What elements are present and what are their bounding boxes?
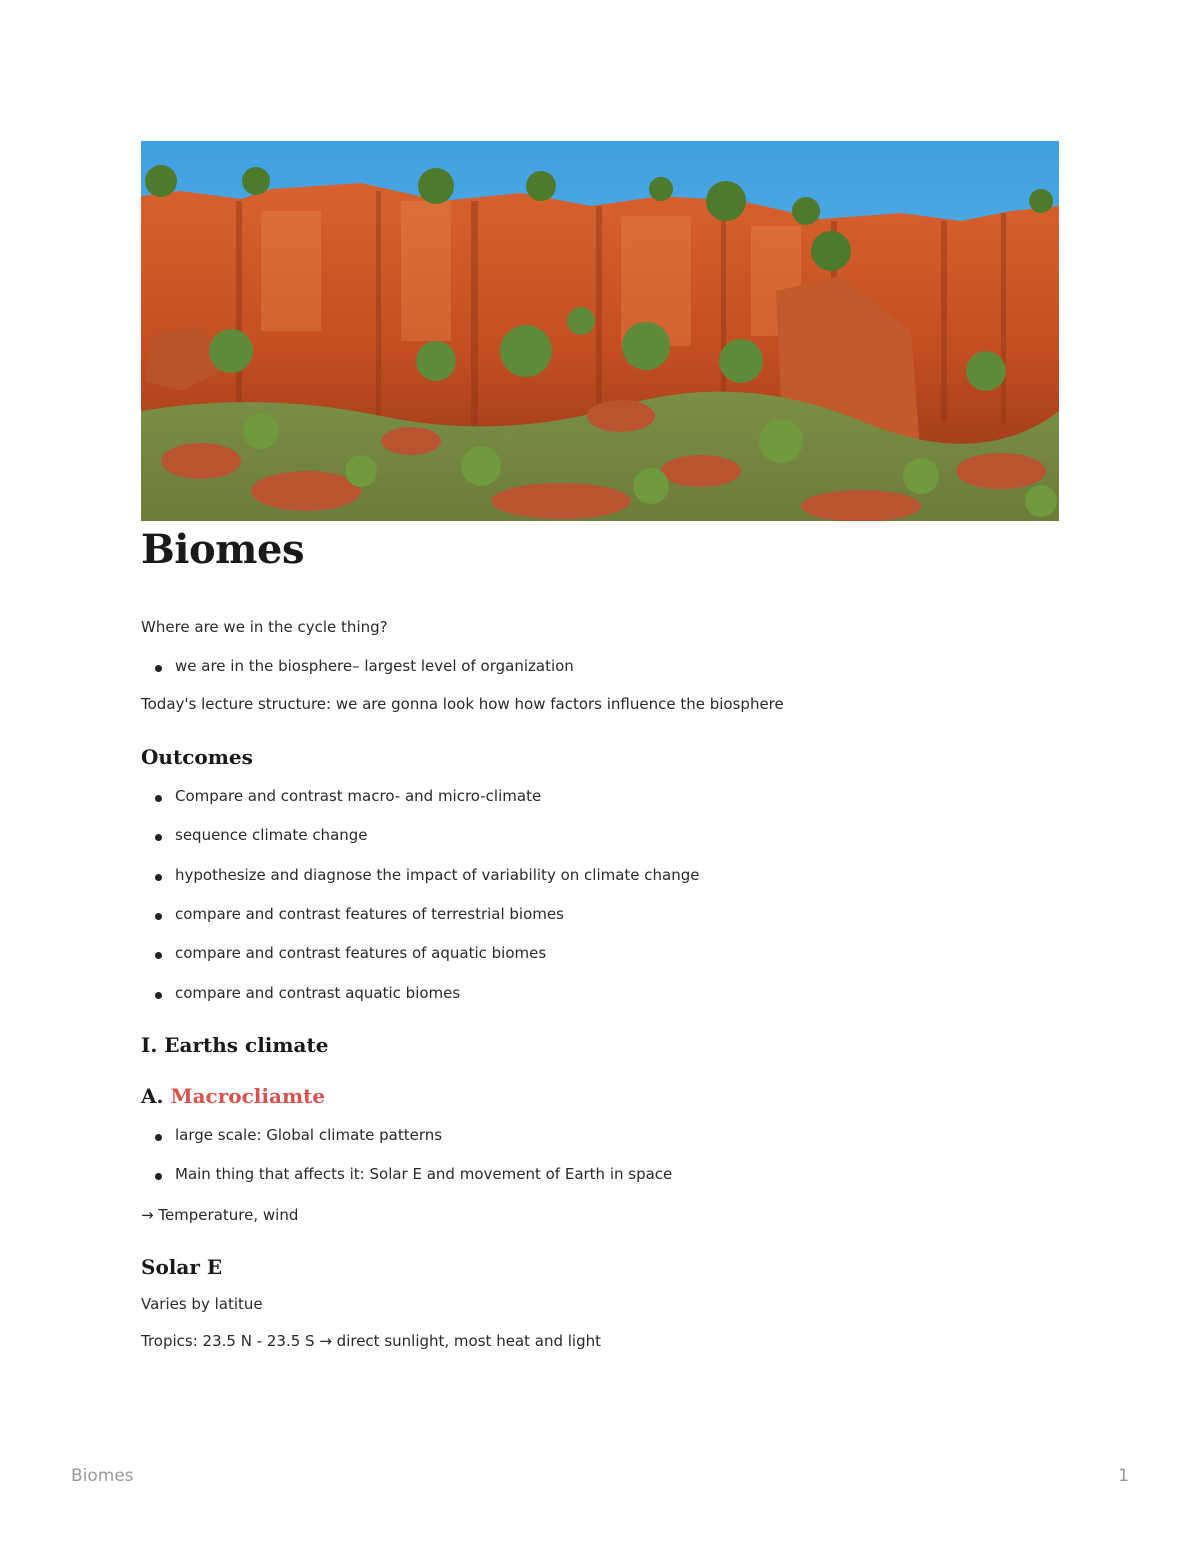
lecture-structure: Today's lecture structure: we are gonna look how how factors influence the biosphere [141,695,784,713]
arrow-line: → Temperature, wind [141,1206,299,1224]
list-item: compare and contrast aquatic biomes [175,984,461,1002]
solar-line-tropics: Tropics: 23.5 N - 23.5 S → direct sunlight, most heat and light [141,1332,601,1350]
list-item: compare and contrast features of terrestrial biomes [175,905,564,923]
section-heading-earths-climate: I. Earths climate [141,1033,329,1057]
highlighted-term: Macrocliamte [170,1084,326,1108]
cliff-landscape-illustration [141,141,1059,521]
list-item: large scale: Global climate patterns [175,1126,443,1144]
footer-document-name: Biomes [71,1466,134,1486]
page-number: 1 [1118,1466,1129,1486]
solar-line-latitude: Varies by latitue [141,1295,263,1313]
subsection-heading-macroclimate [141,1084,325,1108]
list-item: we are in the biosphere– largest level of organization [175,657,574,675]
cover-image [141,141,1059,521]
intro-question: Where are we in the cycle thing? [141,618,388,636]
list-item: hypothesize and diagnose the impact of variability on climate change [175,866,700,884]
section-heading-outcomes: Outcomes [141,745,253,769]
list-item: Compare and contrast macro- and micro-climate [175,787,542,805]
list-item: compare and contrast features of aquatic biomes [175,944,547,962]
subsection-prefix: A. [141,1084,171,1108]
list-item: Main thing that affects it: Solar E and movement of Earth in space [175,1165,673,1183]
list-item: sequence climate change [175,826,368,844]
section-heading-solar-e: Solar E [141,1255,223,1279]
page-title: Biomes [141,526,304,573]
